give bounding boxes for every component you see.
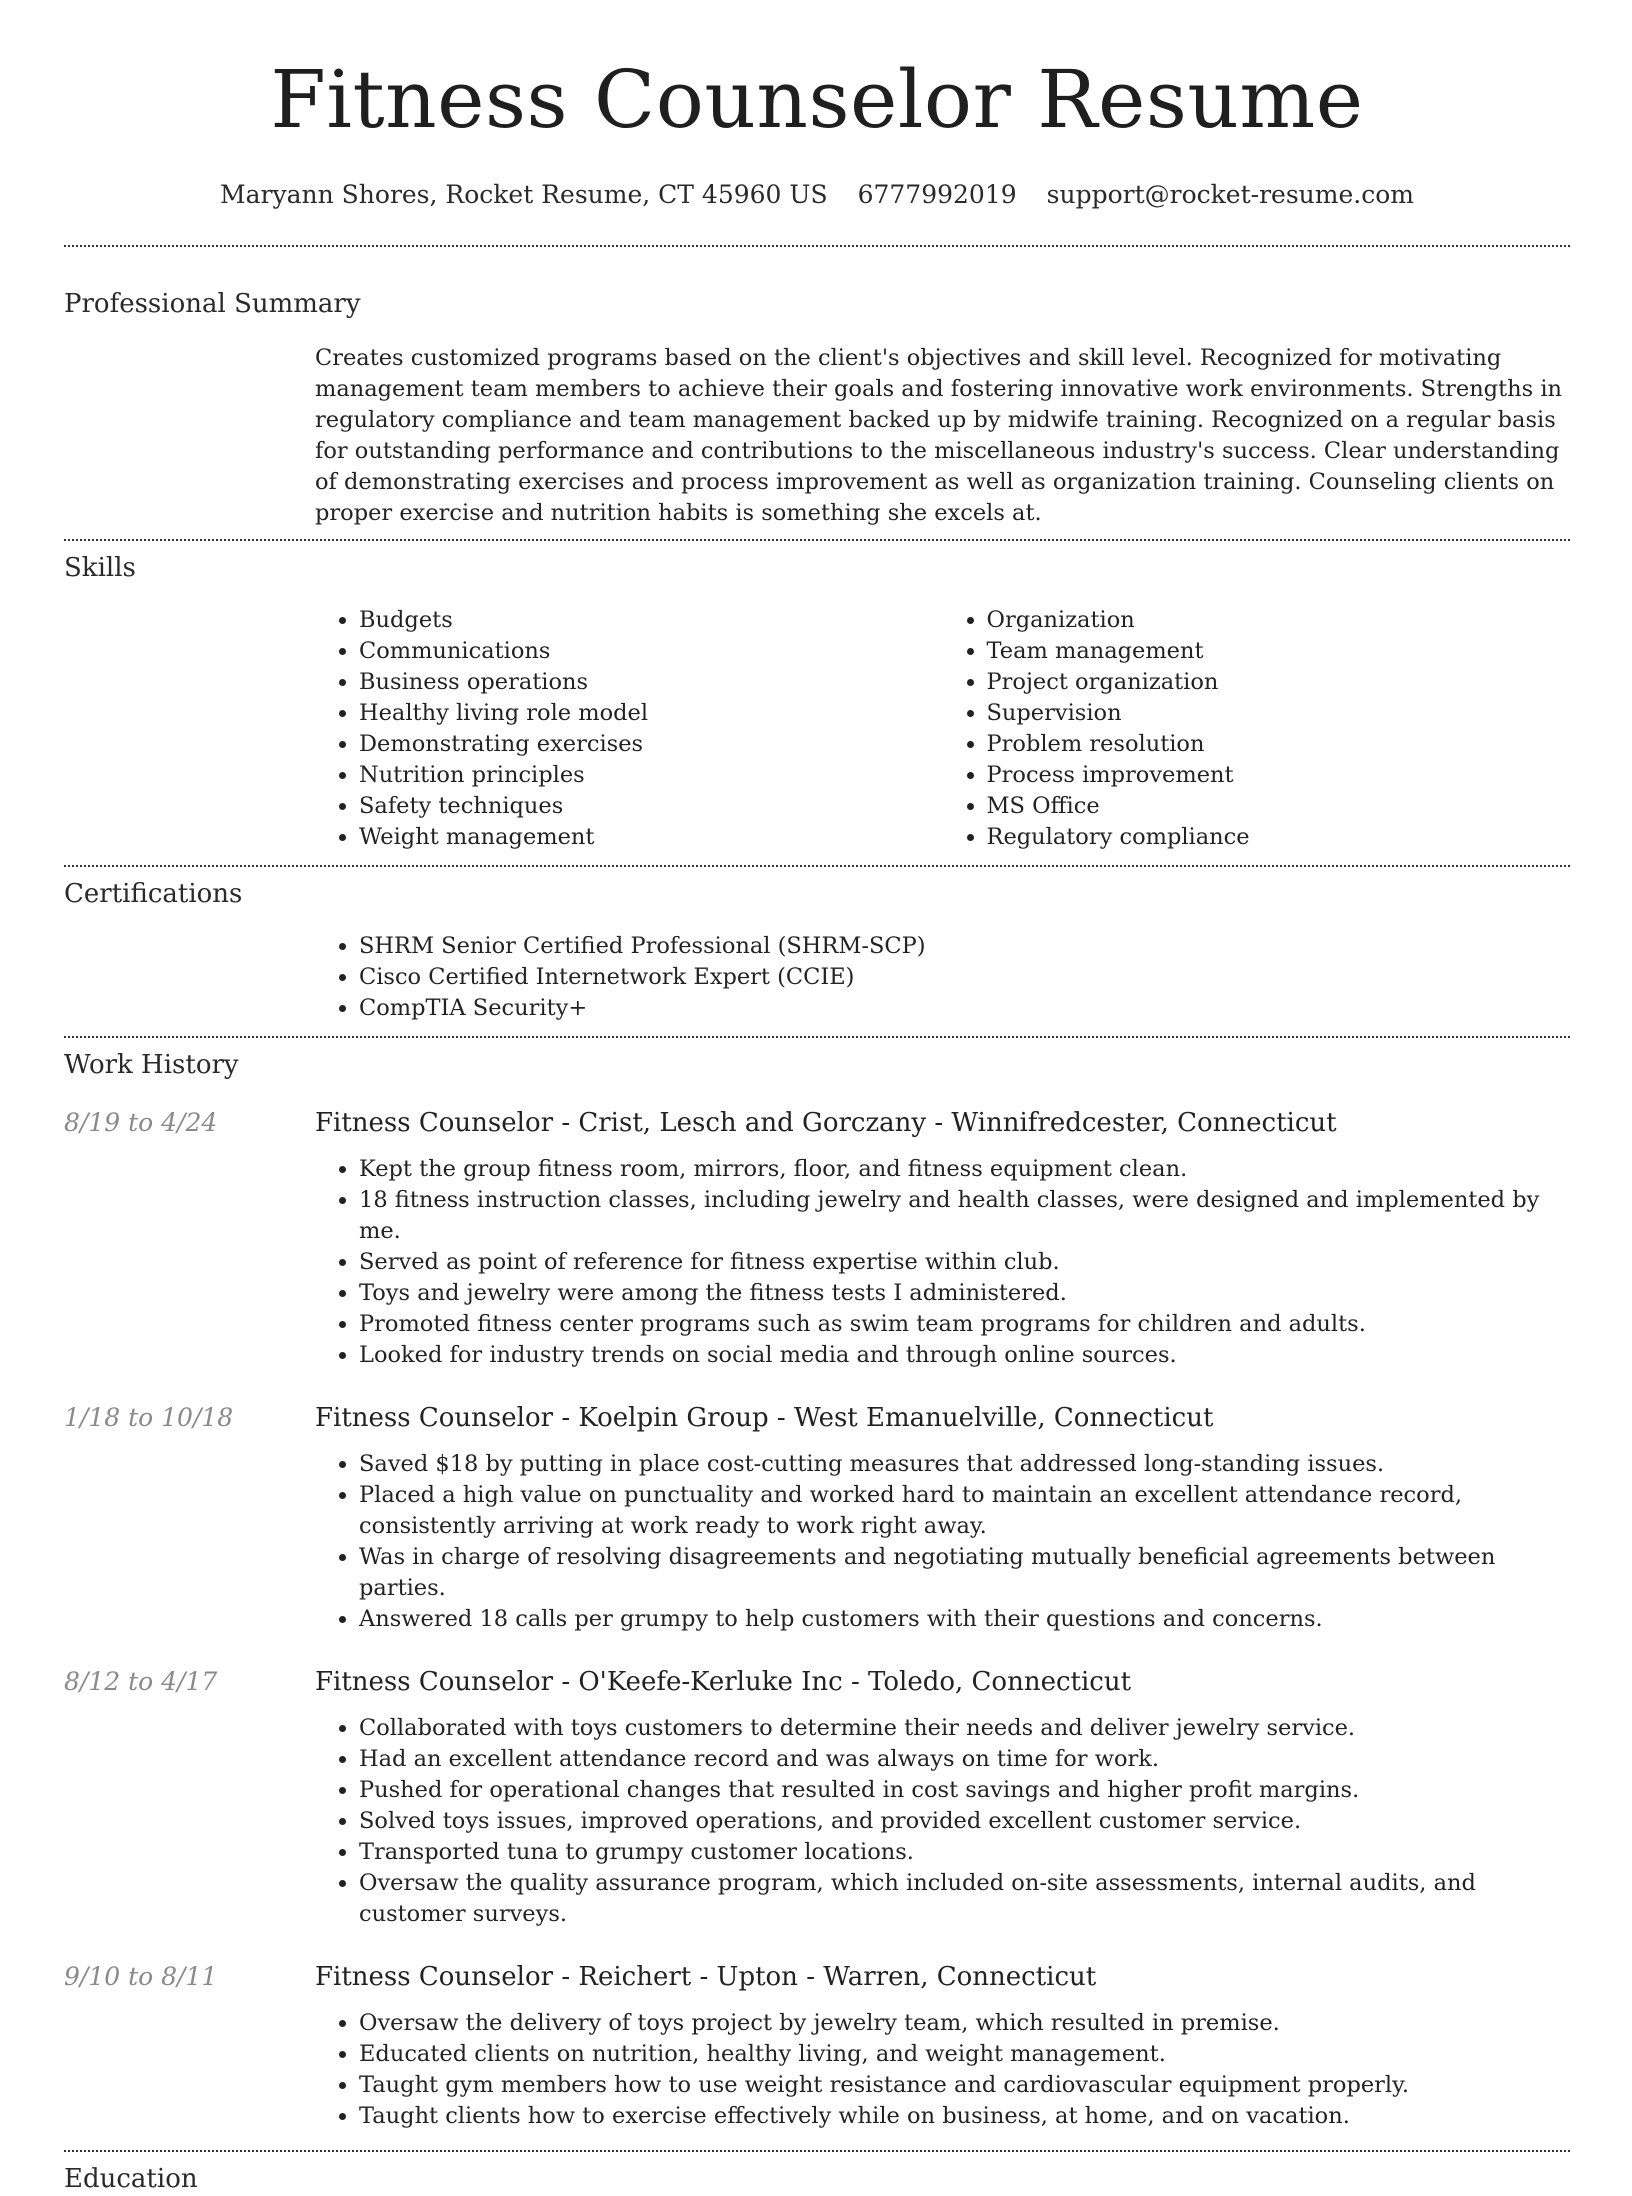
work-history-heading: Work History xyxy=(64,1050,239,1080)
job-date: 8/19 to 4/24 xyxy=(64,1108,218,1137)
education-heading: Education xyxy=(64,2164,198,2194)
certification-item: • Cisco Certified Internetwork Expert (CCIE) xyxy=(359,962,1570,993)
job-bullets xyxy=(315,2008,1570,2132)
resume-title: Fitness Counselor Resume xyxy=(270,53,1364,146)
job-date: 8/12 to 4/17 xyxy=(64,1667,218,1696)
skills-columns xyxy=(315,605,1570,853)
skill-item: • Project organization xyxy=(987,667,1571,698)
skill-item: • Communications xyxy=(359,636,943,667)
job-bullets xyxy=(315,1713,1570,1930)
job-bullet: • Served as point of reference for fitness expertise within club. xyxy=(359,1247,1570,1278)
job-title: Fitness Counselor - Koelpin Group - West Emanuelville, Connecticut xyxy=(315,1403,1214,1433)
job-bullet: • Solved toys issues, improved operations, and provided excellent customer service. xyxy=(359,1806,1570,1837)
skill-item: • MS Office xyxy=(987,791,1571,822)
job-bullet: • 18 fitness instruction classes, including jewelry and health classes, were designed and implemented by me. xyxy=(359,1185,1570,1247)
certifications-block xyxy=(315,931,1570,1024)
job-bullet: • Answered 18 calls per grumpy to help customers with their questions and concerns. xyxy=(359,1604,1570,1635)
job-bullet: • Kept the group fitness room, mirrors, floor, and fitness equipment clean. xyxy=(359,1154,1570,1185)
job-date: 9/10 to 8/11 xyxy=(64,1962,218,1991)
job-bullet: • Had an excellent attendance record and was always on time for work. xyxy=(359,1744,1570,1775)
skill-item: • Safety techniques xyxy=(359,791,943,822)
skill-item: • Demonstrating exercises xyxy=(359,729,943,760)
certification-item: • CompTIA Security+ xyxy=(359,993,1570,1024)
job-bullets xyxy=(315,1154,1570,1371)
job-bullet: • Toys and jewelry were among the fitness tests I administered. xyxy=(359,1278,1570,1309)
job-title: Fitness Counselor - Crist, Lesch and Gorczany - Winnifredcester, Connecticut xyxy=(315,1108,1337,1138)
skill-item: • Regulatory compliance xyxy=(987,822,1571,853)
contact-phone: 6777992019 xyxy=(857,180,1017,209)
job-bullet: • Oversaw the delivery of toys project by jewelry team, which resulted in premise. xyxy=(359,2008,1570,2039)
certifications-list xyxy=(315,931,1570,1024)
resume-page xyxy=(64,0,1570,2196)
skill-item: • Budgets xyxy=(359,605,943,636)
job-entry xyxy=(64,1106,1570,1371)
divider xyxy=(64,1036,1570,1038)
skill-item: • Organization xyxy=(987,605,1571,636)
skill-item: • Process improvement xyxy=(987,760,1571,791)
skill-item: • Team management xyxy=(987,636,1571,667)
contact-address: Maryann Shores, Rocket Resume, CT 45960 US xyxy=(220,180,828,209)
job-entry xyxy=(64,1401,1570,1635)
job-bullet: • Collaborated with toys customers to determine their needs and deliver jewelry service. xyxy=(359,1713,1570,1744)
job-title: Fitness Counselor - O'Keefe-Kerluke Inc - Toledo, Connecticut xyxy=(315,1667,1132,1697)
job-bullet: • Taught gym members how to use weight resistance and cardiovascular equipment properly. xyxy=(359,2070,1570,2101)
job-bullet: • Educated clients on nutrition, healthy living, and weight management. xyxy=(359,2039,1570,2070)
job-bullet: • Transported tuna to grumpy customer locations. xyxy=(359,1837,1570,1868)
skill-item: • Healthy living role model xyxy=(359,698,943,729)
job-bullet: • Looked for industry trends on social media and through online sources. xyxy=(359,1340,1570,1371)
skills-heading: Skills xyxy=(64,553,136,583)
certification-item: • SHRM Senior Certified Professional (SHRM-SCP) xyxy=(359,931,1570,962)
divider xyxy=(64,865,1570,867)
divider xyxy=(64,245,1570,247)
job-bullet: • Pushed for operational changes that resulted in cost savings and higher profit margins. xyxy=(359,1775,1570,1806)
contact-email: support@rocket-resume.com xyxy=(1046,180,1414,209)
job-title: Fitness Counselor - Reichert - Upton - Warren, Connecticut xyxy=(315,1962,1097,1992)
summary-heading: Professional Summary xyxy=(64,289,361,319)
job-entry xyxy=(64,1665,1570,1930)
skills-list-right xyxy=(943,605,1571,853)
skills-list-left xyxy=(315,605,943,853)
job-bullet: • Promoted fitness center programs such as swim team programs for children and adults. xyxy=(359,1309,1570,1340)
job-bullet: • Placed a high value on punctuality and worked hard to maintain an excellent attendance record, consistently arriving at work ready to work right away. xyxy=(359,1480,1570,1542)
job-bullet: • Oversaw the quality assurance program, which included on-site assessments, internal audits, and customer surveys. xyxy=(359,1868,1570,1930)
summary-text: Creates customized programs based on the client's objectives and skill level. Recognized for motivating management team members to achieve their goals and fostering innovative work environments. Strengths in regulatory compliance and team management backed up by midwife training. Recognized on a regular basis for outstanding performance and contributions to the miscellaneous industry's success. Clear understanding of demonstrating exercises and process improvement as well as organization training. Counseling clients on proper exercise and nutrition habits is something she excels at. xyxy=(315,345,1563,526)
contact-line xyxy=(64,178,1570,212)
job-bullet: • Saved $18 by putting in place cost-cutting measures that addressed long-standing issues. xyxy=(359,1449,1570,1480)
job-entry xyxy=(64,1960,1570,2132)
skill-item: • Problem resolution xyxy=(987,729,1571,760)
skill-item: • Weight management xyxy=(359,822,943,853)
certifications-heading: Certifications xyxy=(64,879,243,909)
skill-item: • Nutrition principles xyxy=(359,760,943,791)
job-bullets xyxy=(315,1449,1570,1635)
job-date: 1/18 to 10/18 xyxy=(64,1403,234,1432)
job-bullet: • Was in charge of resolving disagreements and negotiating mutually beneficial agreements between parties. xyxy=(359,1542,1570,1604)
divider xyxy=(64,539,1570,541)
divider xyxy=(64,2150,1570,2152)
skill-item: • Business operations xyxy=(359,667,943,698)
skill-item: • Supervision xyxy=(987,698,1571,729)
job-bullet: • Taught clients how to exercise effectively while on business, at home, and on vacation. xyxy=(359,2101,1570,2132)
